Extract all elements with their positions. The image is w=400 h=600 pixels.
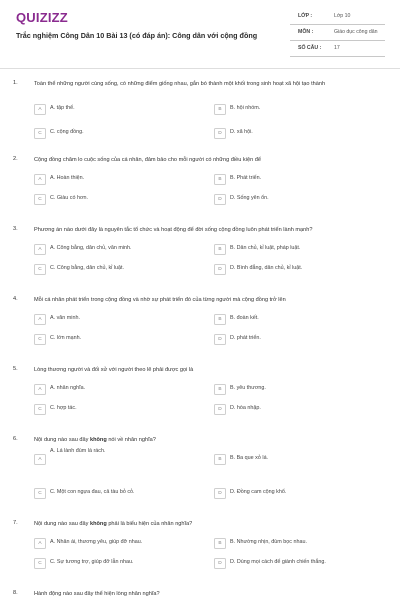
question-text-part: Toàn thể những người cùng sống, có những điểm giống nhau, gắn bó thành một khối trong sinh hoạt xã hội tạo thành: [34, 81, 326, 87]
option-letter-box: C: [34, 264, 46, 275]
question-text: [34, 296, 384, 305]
option-text: A. tập thể.: [50, 105, 75, 111]
option-letter-box: C: [34, 334, 46, 345]
logo-text: QUIZIZZ: [16, 10, 68, 25]
option-letter-box: B: [214, 454, 226, 465]
option-letter-box: A: [34, 174, 46, 185]
question-text-part: nói về nhân nghĩa?: [106, 437, 156, 443]
document-header: [0, 0, 400, 68]
option-text: D. hòa nhập.: [230, 405, 261, 411]
option-text: A. Lá lành đùm lá rách.: [50, 448, 106, 454]
option-letter-box: C: [34, 194, 46, 205]
option-text: D. phát triển.: [230, 335, 261, 341]
question-text: [34, 366, 384, 375]
option-letter-box: D: [214, 558, 226, 569]
option-text: A. Hoàn thiện.: [50, 175, 85, 181]
option-text: C. lớn mạnh.: [50, 335, 82, 341]
question-text: [34, 436, 384, 445]
option-text: B. hội nhóm.: [230, 105, 261, 111]
option-letter-box: D: [214, 194, 226, 205]
option-letter-box: C: [34, 128, 46, 139]
option-letter-box: D: [214, 404, 226, 415]
option-text: C. Một con ngựa đau, cả tàu bỏ cỏ.: [50, 489, 135, 495]
option-letter-box: A: [34, 104, 46, 115]
option-letter-box: C: [34, 404, 46, 415]
option-letter-box: A: [34, 538, 46, 549]
meta-value: Giáo dục công dân: [334, 29, 378, 35]
question-number: 7.: [13, 520, 18, 526]
question-number: 1.: [13, 80, 18, 86]
option-letter-box: A: [34, 244, 46, 255]
option-text: B. Nhường nhịn, đùm bọc nhau.: [230, 539, 307, 545]
question-number: 2.: [13, 156, 18, 162]
question-text-part: Hành động nào sau đây thể hiện lòng nhân nghĩa?: [34, 591, 160, 597]
meta-label: MÔN :: [298, 29, 314, 35]
option-letter-box: D: [214, 488, 226, 499]
option-letter-box: C: [34, 558, 46, 569]
meta-label: SỐ CÂU :: [298, 45, 322, 51]
question-text-part: Mỗi cá nhân phát triển trong cộng đồng và nhờ sự phát triển đó của từng người mà cộng đồng trở lên: [34, 297, 286, 303]
option-text: B. Ba que xỏ lá.: [230, 455, 269, 461]
option-text: B. đoàn kết.: [230, 315, 259, 321]
option-text: D. Bình đẳng, dân chủ, kỉ luật.: [230, 265, 303, 271]
question-text: [34, 80, 384, 89]
question-number: 4.: [13, 296, 18, 302]
option-letter-box: B: [214, 314, 226, 325]
option-letter-box: D: [214, 264, 226, 275]
option-text: D. Đồng cam cộng khổ.: [230, 489, 287, 495]
option-letter-box: C: [34, 488, 46, 499]
option-text: C. Công bằng, dân chủ, kỉ luật.: [50, 265, 125, 271]
question-text-emphasis: không: [89, 521, 107, 527]
option-text: D. xã hội.: [230, 129, 253, 135]
option-text: A. văn minh.: [50, 315, 80, 321]
question-text-part: phải là biểu hiện của nhân nghĩa?: [106, 521, 193, 527]
meta-row-subject: [290, 26, 385, 41]
header-divider: [0, 68, 400, 69]
option-text: D. Dùng mọi cách để giành chiến thắng.: [230, 559, 326, 565]
meta-label: LỚP :: [298, 13, 313, 19]
option-letter-box: A: [34, 384, 46, 395]
option-letter-box: A: [34, 454, 46, 465]
option-text: C. Giàu có hơn.: [50, 195, 88, 201]
meta-value: Lớp 10: [334, 13, 351, 19]
question-text-part: Nội dung nào sau đây: [34, 437, 90, 443]
option-letter-box: B: [214, 104, 226, 115]
option-letter-box: B: [214, 384, 226, 395]
question-text: [34, 590, 384, 599]
question-text-part: Cộng đồng chăm lo cuộc sống của cá nhân, đảm bảo cho mỗi người có những điều kiện để: [34, 157, 261, 163]
quizizz-logo: [16, 9, 86, 25]
question-text: [34, 520, 384, 529]
question-number: 5.: [13, 366, 18, 372]
option-text: B. Dân chủ, kỉ luật, pháp luật.: [230, 245, 301, 251]
option-text: A. Công bằng, dân chủ, văn minh.: [50, 245, 132, 251]
question-number: 6.: [13, 436, 18, 442]
option-text: A. nhân nghĩa.: [50, 385, 86, 391]
question-number: 3.: [13, 226, 18, 232]
meta-row-grade: [290, 10, 385, 25]
option-text: C. Sự tương trợ, giúp đỡ lẫn nhau.: [50, 559, 134, 565]
meta-row-count: [290, 42, 385, 57]
question-text: [34, 156, 384, 165]
option-text: B. Phát triển.: [230, 175, 262, 181]
option-letter-box: D: [214, 334, 226, 345]
document-title: Trắc nghiệm Công Dân 10 Bài 13 (có đáp án): Công dân với cộng đồng: [16, 31, 258, 40]
question-number: 8.: [13, 590, 18, 596]
meta-value: 17: [334, 45, 340, 51]
question-text: [34, 226, 384, 235]
option-letter-box: A: [34, 314, 46, 325]
option-text: A. Nhân ái, thương yêu, giúp đỡ nhau.: [50, 539, 143, 545]
option-letter-box: B: [214, 538, 226, 549]
option-text: C. cộng đồng.: [50, 129, 84, 135]
option-text: B. yêu thương.: [230, 385, 266, 391]
option-letter-box: D: [214, 128, 226, 139]
question-text-part: Nội dung nào sau đây: [34, 521, 90, 527]
option-text: D. Sống yên ổn.: [230, 195, 269, 201]
question-text-part: Phương án nào dưới đây là nguyên tắc tổ chức và hoạt động để đời sống cộng đồng luôn phát triển lành mạnh?: [34, 227, 313, 233]
question-text-part: Lòng thương người và đối xử với người theo lẽ phải được gọi là: [34, 367, 194, 373]
option-letter-box: B: [214, 174, 226, 185]
option-letter-box: B: [214, 244, 226, 255]
option-text: C. hợp tác.: [50, 405, 77, 411]
question-text-emphasis: không: [89, 437, 107, 443]
